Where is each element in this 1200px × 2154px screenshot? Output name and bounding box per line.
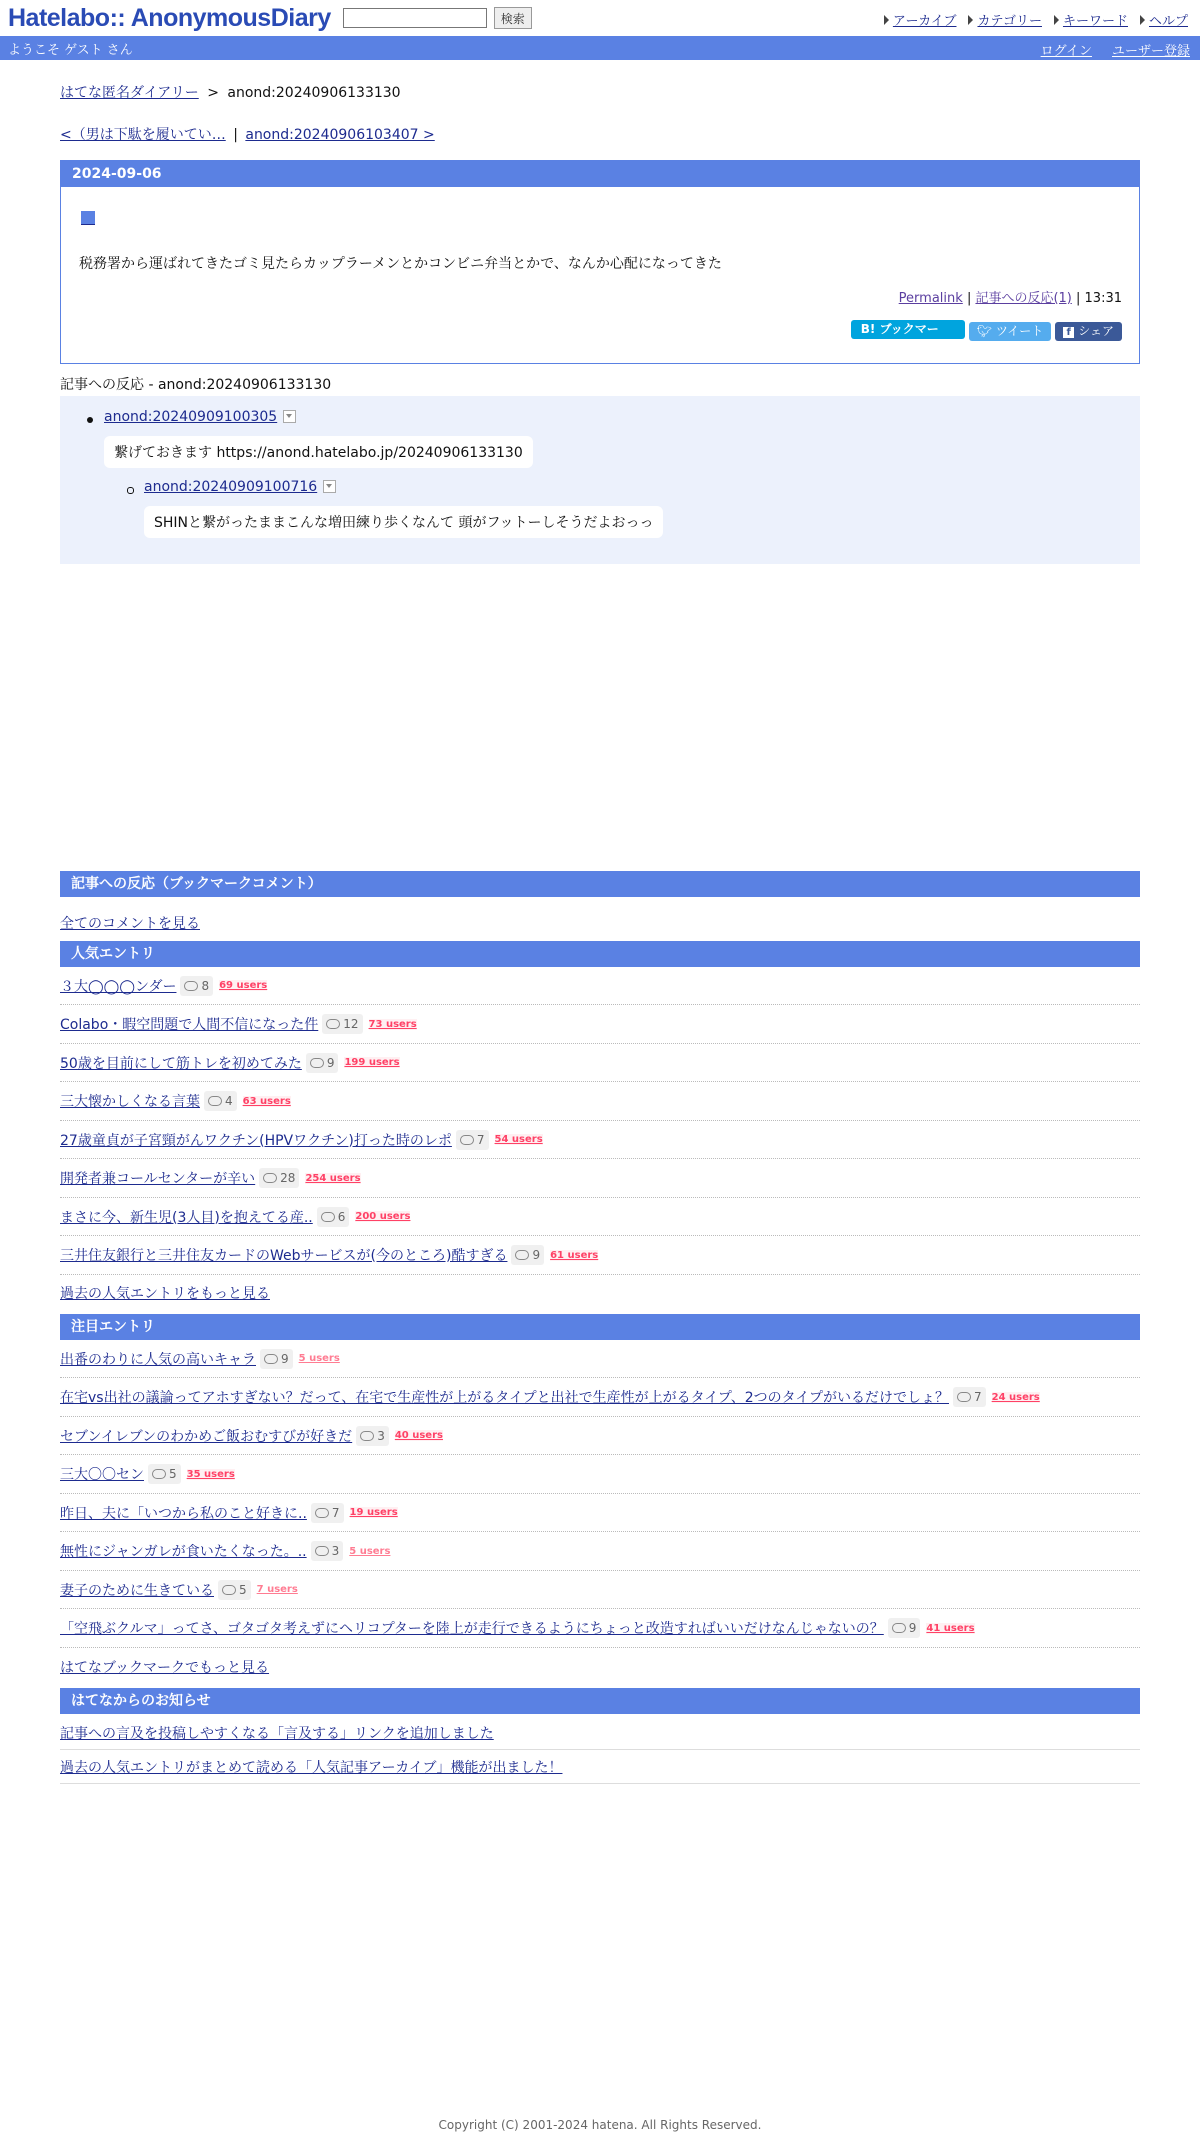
user-bar — [0, 36, 1200, 60]
entry-title-link[interactable]: ３大◯◯◯ンダー — [60, 978, 177, 995]
featured-entry-row — [60, 1417, 1140, 1455]
news-item — [60, 1750, 1140, 1784]
bookmark-users-badge[interactable]: 40 users — [394, 1430, 443, 1441]
facebook-share-button[interactable]: f シェア — [1055, 322, 1122, 341]
entry-title-link[interactable]: セブンイレブンのわかめご飯おむすびが好きだ — [60, 1428, 353, 1445]
entry-date: 2024-09-06 — [61, 161, 1139, 187]
hatena-news-header: はてなからのお知らせ — [60, 1688, 1140, 1714]
bookmark-users-badge[interactable]: 199 users — [344, 1057, 400, 1068]
comment-count: 8 — [201, 978, 210, 993]
more-bookmarks-link[interactable]: はてなブックマークでもっと見る — [60, 1660, 270, 1676]
entry-title-link[interactable]: 出番のわりに人気の高いキャラ — [60, 1351, 256, 1368]
comment-icon — [360, 1431, 374, 1441]
reaction-excerpt: SHINと繋がったままこんな増田練り歩くなんて 頭がフットーしそうだよおっっ — [144, 506, 663, 538]
comment-icon — [315, 1508, 329, 1518]
permalink-link[interactable]: Permalink — [898, 291, 963, 306]
comment-count: 28 — [280, 1171, 296, 1185]
entry-title-link[interactable]: 無性にジャンガレが食いたくなった。.. — [60, 1544, 307, 1560]
entry-title-link[interactable]: 在宅vs出社の議論ってアホすぎない？だって、在宅で生産性が上がるタイプと出社で生産性が上がるタイプ、2つのタイプがいるだけでしょ？ — [60, 1390, 949, 1406]
comment-count-badge[interactable] — [148, 1464, 181, 1484]
site-logo[interactable]: Hatelabo:: AnonymousDiary — [8, 3, 331, 32]
reactions-tree — [60, 396, 1140, 564]
bookmark-users-badge[interactable]: 24 users — [991, 1391, 1040, 1403]
comment-count-badge[interactable] — [259, 1168, 299, 1188]
comment-icon — [208, 1096, 222, 1106]
news-link[interactable]: 過去の人気エントリがまとめて読める「人気記事アーカイブ」機能が出ました！ — [60, 1759, 563, 1776]
featured-entry-row — [60, 1340, 1140, 1378]
featured-entry-row — [60, 1571, 1140, 1609]
triangle-icon — [1054, 15, 1059, 25]
bookmark-users-badge[interactable]: 35 users — [186, 1468, 235, 1480]
bookmark-users-badge[interactable]: 63 users — [242, 1095, 291, 1107]
copyright: Copyright (C) 2001-2024 hatena. All Rights Reserved. — [438, 2118, 762, 2132]
nav-category[interactable]: カテゴリー — [968, 10, 1041, 29]
featured-entry-row — [60, 1533, 1140, 1571]
welcome-text: ようこそ ゲスト さん — [8, 42, 133, 58]
comment-icon — [957, 1392, 971, 1402]
popular-entry-row — [60, 967, 1140, 1005]
register-link[interactable]: ユーザー登録 — [1111, 44, 1190, 59]
popular-entry-row — [60, 1237, 1140, 1275]
twitter-icon: 🐦︎ — [976, 324, 996, 338]
facebook-icon: f — [1063, 327, 1074, 338]
bookmark-users-badge[interactable]: 7 users — [256, 1584, 298, 1595]
comment-icon — [263, 1173, 277, 1183]
comment-count-badge[interactable] — [204, 1091, 237, 1111]
bookmark-users-badge[interactable]: 19 users — [349, 1507, 398, 1518]
comment-icon — [515, 1250, 529, 1260]
bookmark-users-badge[interactable]: 73 users — [368, 1018, 417, 1030]
nav-keyword[interactable]: キーワード — [1054, 10, 1128, 29]
entry-title-link[interactable]: 三大〇〇セン — [60, 1467, 144, 1483]
entry-title-link[interactable]: まさに今、新生児(3人目)を抱えてる産.. — [60, 1209, 313, 1226]
comment-count-badge[interactable] — [511, 1245, 544, 1265]
entry-title-link[interactable]: 「空飛ぶクルマ」ってさ、ゴタゴタ考えずにヘリコプターを陸上が走行できるようにちょっと改造すればいいだけなんじゃないの？ — [60, 1621, 884, 1637]
entry-title-link[interactable]: 50歳を目前にして筋トレを初めてみた — [60, 1055, 302, 1072]
comment-count-badge[interactable] — [322, 1014, 362, 1034]
bookmark-users-badge[interactable]: 200 users — [355, 1211, 411, 1222]
entry-title-link[interactable]: 三井住友銀行と三井住友カードのWebサービスが(今のところ)酷すぎる — [60, 1248, 508, 1264]
entry-meta: Permalink | 記事への反応(1) | 13:31 — [898, 291, 1122, 306]
bullet — [87, 417, 93, 423]
breadcrumb-home[interactable]: はてな匿名ダイアリー — [60, 85, 199, 101]
comment-icon — [326, 1019, 340, 1029]
nav-help[interactable]: ヘルプ — [1140, 10, 1188, 29]
bookmark-comments-header: 記事への反応（ブックマークコメント） — [60, 871, 1140, 897]
entry-title-link[interactable]: 妻子のために生きている — [60, 1582, 214, 1599]
bookmark-users-badge[interactable]: 254 users — [305, 1172, 361, 1184]
comment-count: 7 — [476, 1132, 485, 1147]
featured-entry-row — [60, 1379, 1140, 1417]
comment-count-badge[interactable] — [888, 1618, 921, 1638]
comment-count-badge[interactable] — [218, 1580, 251, 1600]
comment-count: 9 — [281, 1351, 289, 1366]
bookmark-users-badge[interactable]: 69 users — [219, 980, 268, 991]
comment-count: 6 — [337, 1209, 346, 1224]
reactions-title: 記事への反応 - anond:20240906133130 — [60, 374, 1140, 397]
comment-count-badge[interactable] — [456, 1130, 489, 1150]
entry-permalink-square[interactable] — [81, 211, 95, 225]
featured-entries-header: 注目エントリ — [60, 1314, 1140, 1340]
login-link[interactable]: ログイン — [1040, 44, 1092, 59]
prev-link[interactable]: <（男は下駄を履いてい… — [60, 127, 226, 143]
nav-archive[interactable]: アーカイブ — [884, 10, 957, 29]
entry-box — [60, 160, 1140, 364]
entry-title-link[interactable]: 27歳童貞が子宮頸がんワクチン(HPVワクチン)打った時のレポ — [60, 1132, 452, 1149]
dropdown-icon[interactable] — [283, 410, 296, 423]
news-item — [60, 1716, 1140, 1750]
top-nav — [884, 10, 1188, 29]
triangle-icon — [884, 15, 889, 25]
comment-count: 9 — [326, 1055, 335, 1070]
bookmark-users-badge[interactable]: 54 users — [494, 1134, 543, 1145]
breadcrumb-current: anond:20240906133130 — [227, 85, 401, 101]
next-link[interactable]: anond:20240906103407 > — [245, 127, 435, 143]
reaction-item — [104, 409, 296, 425]
entry-body: 税務署から運ばれてきたゴミ見たらカップラーメンとかコンビニ弁当とかで、なんか心配になってきた — [79, 256, 722, 272]
comment-count: 3 — [331, 1544, 340, 1558]
popular-entry-row — [60, 1044, 1140, 1082]
see-all-comments-link[interactable]: 全てのコメントを見る — [60, 916, 200, 932]
dropdown-icon[interactable] — [323, 480, 336, 493]
comment-count-badge[interactable] — [306, 1053, 339, 1073]
comment-count: 9 — [908, 1621, 917, 1635]
reaction-item — [144, 479, 336, 495]
entry-title-link[interactable]: Colabo・暇空問題で人間不信になった件 — [60, 1017, 319, 1033]
reaction-link[interactable]: anond:20240909100716 — [144, 479, 318, 495]
comment-count-badge[interactable] — [311, 1541, 344, 1561]
comment-count: 9 — [532, 1248, 541, 1262]
triangle-icon — [968, 15, 973, 25]
comment-icon — [310, 1058, 324, 1068]
featured-entry-row — [60, 1456, 1140, 1494]
comment-icon — [222, 1585, 236, 1595]
header — [0, 0, 1200, 36]
more-popular-link[interactable]: 過去の人気エントリをもっと見る — [60, 1286, 270, 1302]
entry-title-link[interactable]: 開発者兼コールセンターが辛い — [60, 1171, 256, 1187]
reaction-link[interactable]: anond:20240909100305 — [104, 409, 278, 425]
popular-entries-header: 人気エントリ — [60, 941, 1140, 967]
comment-count: 4 — [225, 1094, 233, 1108]
prev-next-nav — [60, 124, 1140, 144]
comment-icon — [892, 1623, 906, 1633]
tweet-button[interactable]: 🐦︎ ツイート — [969, 322, 1051, 341]
reaction-excerpt: 繋げておきます https://anond.hatelabo.jp/20240906133130 — [104, 436, 533, 468]
comment-count-badge[interactable] — [180, 976, 213, 996]
share-buttons — [851, 320, 1122, 355]
featured-entry-row — [60, 1494, 1140, 1532]
hatena-bookmark-button[interactable]: B! ブックマーク 0 — [851, 320, 965, 339]
bookmark-users-badge[interactable]: 5 users — [349, 1545, 391, 1557]
comment-count: 7 — [973, 1390, 982, 1404]
comment-icon — [321, 1212, 335, 1222]
news-link[interactable]: 記事への言及を投稿しやすくなる「言及する」リンクを追加しました — [60, 1725, 494, 1742]
comment-count-badge[interactable] — [356, 1426, 389, 1446]
entry-time: 13:31 — [1084, 291, 1122, 306]
comment-icon — [264, 1354, 278, 1364]
comment-icon — [315, 1546, 329, 1556]
comment-count-badge[interactable] — [311, 1503, 344, 1523]
comment-icon — [152, 1469, 166, 1479]
comment-count-badge[interactable] — [953, 1387, 986, 1407]
bookmark-users-badge[interactable]: 5 users — [298, 1353, 340, 1364]
bookmark-count: 0 — [881, 341, 890, 355]
bullet — [127, 487, 134, 494]
bookmark-users-badge[interactable]: 61 users — [550, 1249, 599, 1261]
comment-count: 7 — [331, 1505, 340, 1520]
reactions-link[interactable]: 記事への反応(1) — [975, 291, 1072, 306]
popular-entry-row — [60, 1160, 1140, 1198]
comment-count: 5 — [239, 1582, 247, 1597]
comment-count-badge[interactable] — [317, 1207, 350, 1227]
comment-count: 5 — [169, 1467, 177, 1481]
popular-entry-row — [60, 1121, 1140, 1159]
entry-title-link[interactable]: 昨日、夫に「いつから私のこと好きに.. — [60, 1505, 307, 1522]
breadcrumb-sep: > — [207, 85, 219, 101]
comment-count: 3 — [377, 1428, 385, 1443]
comment-count: 12 — [343, 1017, 359, 1031]
bookmark-users-badge[interactable]: 41 users — [926, 1622, 975, 1634]
prevnext-sep: | — [233, 127, 238, 143]
entry-title-link[interactable]: 三大懐かしくなる言葉 — [60, 1094, 200, 1110]
popular-entry-row — [60, 1006, 1140, 1044]
popular-entry-row — [60, 1083, 1140, 1121]
breadcrumb — [60, 82, 1140, 102]
featured-entry-row — [60, 1610, 1140, 1648]
comment-icon — [460, 1135, 474, 1145]
comment-count-badge[interactable] — [260, 1349, 293, 1369]
triangle-icon — [1140, 15, 1145, 25]
search-input[interactable] — [343, 8, 487, 28]
popular-entry-row — [60, 1198, 1140, 1236]
comment-icon — [184, 981, 198, 991]
search-button[interactable]: 検索 — [494, 7, 532, 29]
